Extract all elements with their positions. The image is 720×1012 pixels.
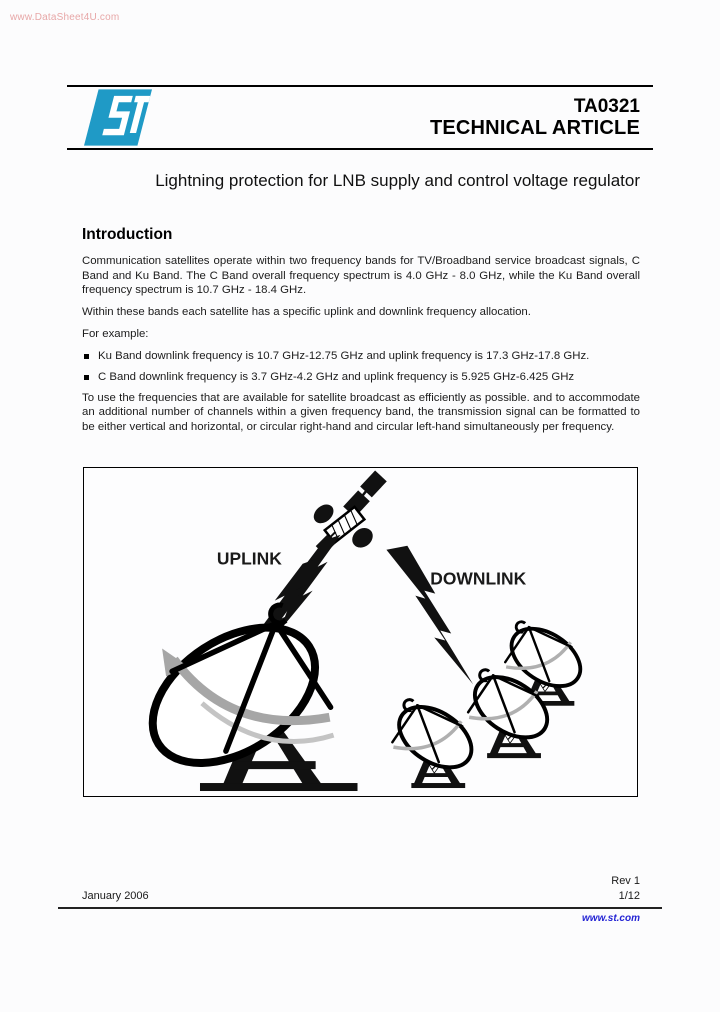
paragraph-2: Within these bands each satellite has a specific uplink and downlink frequency allocation.: [82, 306, 531, 319]
footer-date: January 2006: [82, 890, 149, 902]
uplink-label: UPLINK: [216, 548, 282, 569]
bullet-item: [82, 349, 640, 364]
article-body: [82, 226, 640, 442]
bullet-item: [82, 370, 640, 385]
satellite-figure-drawing: [84, 468, 636, 795]
page-number: 1/12: [618, 889, 640, 902]
satellite-icon: [310, 470, 387, 554]
revision-label: Rev 1: [611, 875, 640, 887]
small-dish-icon: [388, 695, 482, 788]
satellite-figure: [83, 467, 638, 797]
large-dish-icon: [128, 600, 357, 791]
bullet-square-icon: [84, 375, 89, 380]
header-titles: [430, 96, 653, 140]
section-heading-introduction: Introduction: [82, 226, 173, 243]
bullet-text: Ku Band downlink frequency is 10.7 GHz-12.75 GHz and uplink frequency is 17.3 GHz-17.8 GHz.: [98, 350, 590, 363]
downlink-label: DOWNLINK: [430, 568, 527, 589]
bullet-square-icon: [84, 354, 89, 359]
bullet-text: C Band downlink frequency is 3.7 GHz-4.2 GHz and uplink frequency is 5.925 GHz-6.425 GHz: [98, 371, 575, 384]
footer-revision-block: [611, 874, 640, 903]
doc-number: TA0321: [573, 95, 640, 117]
st-website-link[interactable]: www.st.com: [582, 913, 640, 924]
paragraph-1: Communication satellites operate within two frequency bands for TV/Broadband service broadcast signals, C Band and Ku Band. The C Band overall frequency spectrum is 4.0 GHz - 8.0 GHz, while the Ku Band overall frequency spectrum is 10.7 GHz - 18.4 GHz.: [82, 255, 640, 297]
st-logo: [84, 89, 152, 146]
paragraph-4: To use the frequencies that are available for satellite broadcast as efficiently as possible. and to accommodate an additional number of channels within a given frequency band, the transmission signal can be formatted to be either vertical and horizontal, or circular right-hand and circular left-hand simultaneously per frequency.: [82, 391, 640, 433]
paragraph-3: For example:: [82, 328, 149, 341]
header: [67, 85, 653, 150]
article-title: Lightning protection for LNB supply and control voltage regulator: [155, 171, 640, 190]
doc-type: TECHNICAL ARTICLE: [429, 116, 640, 139]
downlink-lightning-icon: [386, 546, 473, 685]
footer-rule: [58, 907, 662, 909]
st-logo-icon: [84, 89, 152, 146]
watermark-text: www.DataSheet4U.com: [10, 12, 120, 23]
